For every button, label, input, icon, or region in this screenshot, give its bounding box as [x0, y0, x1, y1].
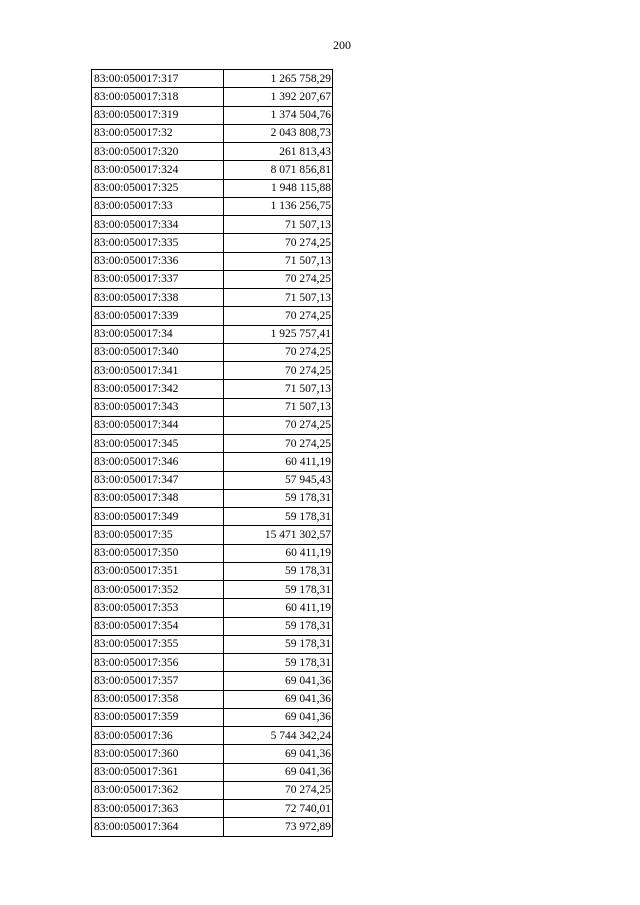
cadastral-number-cell: 83:00:050017:363 [92, 800, 224, 818]
cadastral-number-cell: 83:00:050017:349 [92, 508, 224, 526]
table-row [92, 234, 333, 252]
table-row [92, 526, 333, 544]
value-cell: 69 041,36 [224, 763, 333, 781]
table-row [92, 800, 333, 818]
value-cell: 1 136 256,75 [224, 197, 333, 215]
table-row [92, 818, 333, 836]
cadastral-number-cell: 83:00:050017:342 [92, 380, 224, 398]
table-row [92, 581, 333, 599]
value-cell: 72 740,01 [224, 800, 333, 818]
value-cell: 59 178,31 [224, 562, 333, 580]
page-number: 200 [333, 38, 351, 52]
value-cell: 1 374 504,76 [224, 106, 333, 124]
cadastral-number-cell: 83:00:050017:355 [92, 635, 224, 653]
value-cell: 70 274,25 [224, 343, 333, 361]
table-row [92, 289, 333, 307]
cadastral-number-cell: 83:00:050017:348 [92, 489, 224, 507]
table-row [92, 544, 333, 562]
table-row [92, 508, 333, 526]
table-row [92, 307, 333, 325]
value-cell: 59 178,31 [224, 508, 333, 526]
cadastral-number-cell: 83:00:050017:340 [92, 343, 224, 361]
cadastral-number-cell: 83:00:050017:352 [92, 581, 224, 599]
value-cell: 70 274,25 [224, 362, 333, 380]
table-row [92, 216, 333, 234]
cadastral-number-cell: 83:00:050017:324 [92, 161, 224, 179]
table-row [92, 763, 333, 781]
table-row [92, 708, 333, 726]
table-row [92, 727, 333, 745]
cadastral-number-cell: 83:00:050017:32 [92, 124, 224, 142]
table-row [92, 143, 333, 161]
value-cell: 59 178,31 [224, 635, 333, 653]
table-row [92, 398, 333, 416]
cadastral-number-cell: 83:00:050017:319 [92, 106, 224, 124]
table-row [92, 745, 333, 763]
value-cell: 59 178,31 [224, 617, 333, 635]
value-cell: 70 274,25 [224, 416, 333, 434]
value-cell: 70 274,25 [224, 234, 333, 252]
value-cell: 59 178,31 [224, 654, 333, 672]
cadastral-number-cell: 83:00:050017:320 [92, 143, 224, 161]
cadastral-number-cell: 83:00:050017:339 [92, 307, 224, 325]
cadastral-number-cell: 83:00:050017:353 [92, 599, 224, 617]
table-row [92, 106, 333, 124]
table-row [92, 654, 333, 672]
value-cell: 69 041,36 [224, 708, 333, 726]
cadastral-number-cell: 83:00:050017:356 [92, 654, 224, 672]
cadastral-number-cell: 83:00:050017:344 [92, 416, 224, 434]
cadastral-number-cell: 83:00:050017:343 [92, 398, 224, 416]
cadastral-number-cell: 83:00:050017:34 [92, 325, 224, 343]
cadastral-number-cell: 83:00:050017:337 [92, 270, 224, 288]
cadastral-number-cell: 83:00:050017:359 [92, 708, 224, 726]
value-cell: 69 041,36 [224, 690, 333, 708]
table-row [92, 617, 333, 635]
value-cell: 73 972,89 [224, 818, 333, 836]
value-cell: 69 041,36 [224, 672, 333, 690]
table-row [92, 88, 333, 106]
value-cell: 71 507,13 [224, 289, 333, 307]
value-cell: 1 392 207,67 [224, 88, 333, 106]
value-cell: 70 274,25 [224, 781, 333, 799]
table-body [92, 70, 333, 837]
value-cell: 261 813,43 [224, 143, 333, 161]
table-row [92, 70, 333, 88]
table-row [92, 435, 333, 453]
cadastral-number-cell: 83:00:050017:325 [92, 179, 224, 197]
table-row [92, 343, 333, 361]
table-row [92, 270, 333, 288]
table-row [92, 562, 333, 580]
value-cell: 15 471 302,57 [224, 526, 333, 544]
cadastre-value-table [91, 69, 333, 837]
value-cell: 70 274,25 [224, 307, 333, 325]
cadastral-number-cell: 83:00:050017:334 [92, 216, 224, 234]
value-cell: 71 507,13 [224, 398, 333, 416]
cadastral-number-cell: 83:00:050017:354 [92, 617, 224, 635]
cadastral-number-cell: 83:00:050017:318 [92, 88, 224, 106]
cadastral-number-cell: 83:00:050017:336 [92, 252, 224, 270]
table-row [92, 672, 333, 690]
table-row [92, 453, 333, 471]
cadastral-number-cell: 83:00:050017:335 [92, 234, 224, 252]
value-cell: 69 041,36 [224, 745, 333, 763]
table-row [92, 599, 333, 617]
table-row [92, 124, 333, 142]
value-cell: 5 744 342,24 [224, 727, 333, 745]
cadastral-number-cell: 83:00:050017:33 [92, 197, 224, 215]
value-cell: 8 071 856,81 [224, 161, 333, 179]
cadastral-number-cell: 83:00:050017:357 [92, 672, 224, 690]
table-row [92, 690, 333, 708]
table-row [92, 489, 333, 507]
cadastral-number-cell: 83:00:050017:358 [92, 690, 224, 708]
value-cell: 59 178,31 [224, 581, 333, 599]
value-cell: 60 411,19 [224, 599, 333, 617]
value-cell: 1 925 757,41 [224, 325, 333, 343]
cadastral-number-cell: 83:00:050017:360 [92, 745, 224, 763]
value-cell: 2 043 808,73 [224, 124, 333, 142]
value-cell: 1 265 758,29 [224, 70, 333, 88]
cadastral-number-cell: 83:00:050017:364 [92, 818, 224, 836]
table-row [92, 635, 333, 653]
cadastral-number-cell: 83:00:050017:36 [92, 727, 224, 745]
value-cell: 59 178,31 [224, 489, 333, 507]
cadastral-number-cell: 83:00:050017:338 [92, 289, 224, 307]
value-cell: 60 411,19 [224, 453, 333, 471]
cadastral-number-cell: 83:00:050017:346 [92, 453, 224, 471]
table-row [92, 416, 333, 434]
table-row [92, 179, 333, 197]
cadastral-number-cell: 83:00:050017:345 [92, 435, 224, 453]
value-cell: 70 274,25 [224, 270, 333, 288]
table-row [92, 781, 333, 799]
table-row [92, 380, 333, 398]
cadastral-number-cell: 83:00:050017:347 [92, 471, 224, 489]
value-cell: 71 507,13 [224, 252, 333, 270]
table-row [92, 161, 333, 179]
value-cell: 70 274,25 [224, 435, 333, 453]
table-row [92, 197, 333, 215]
cadastral-number-cell: 83:00:050017:35 [92, 526, 224, 544]
table-row [92, 325, 333, 343]
value-cell: 71 507,13 [224, 380, 333, 398]
cadastral-number-cell: 83:00:050017:341 [92, 362, 224, 380]
cadastral-number-cell: 83:00:050017:317 [92, 70, 224, 88]
table-row [92, 471, 333, 489]
cadastral-number-cell: 83:00:050017:351 [92, 562, 224, 580]
value-cell: 1 948 115,88 [224, 179, 333, 197]
cadastral-number-cell: 83:00:050017:362 [92, 781, 224, 799]
value-cell: 60 411,19 [224, 544, 333, 562]
value-cell: 71 507,13 [224, 216, 333, 234]
table-row [92, 252, 333, 270]
table-row [92, 362, 333, 380]
value-cell: 57 945,43 [224, 471, 333, 489]
cadastral-number-cell: 83:00:050017:361 [92, 763, 224, 781]
cadastral-number-cell: 83:00:050017:350 [92, 544, 224, 562]
